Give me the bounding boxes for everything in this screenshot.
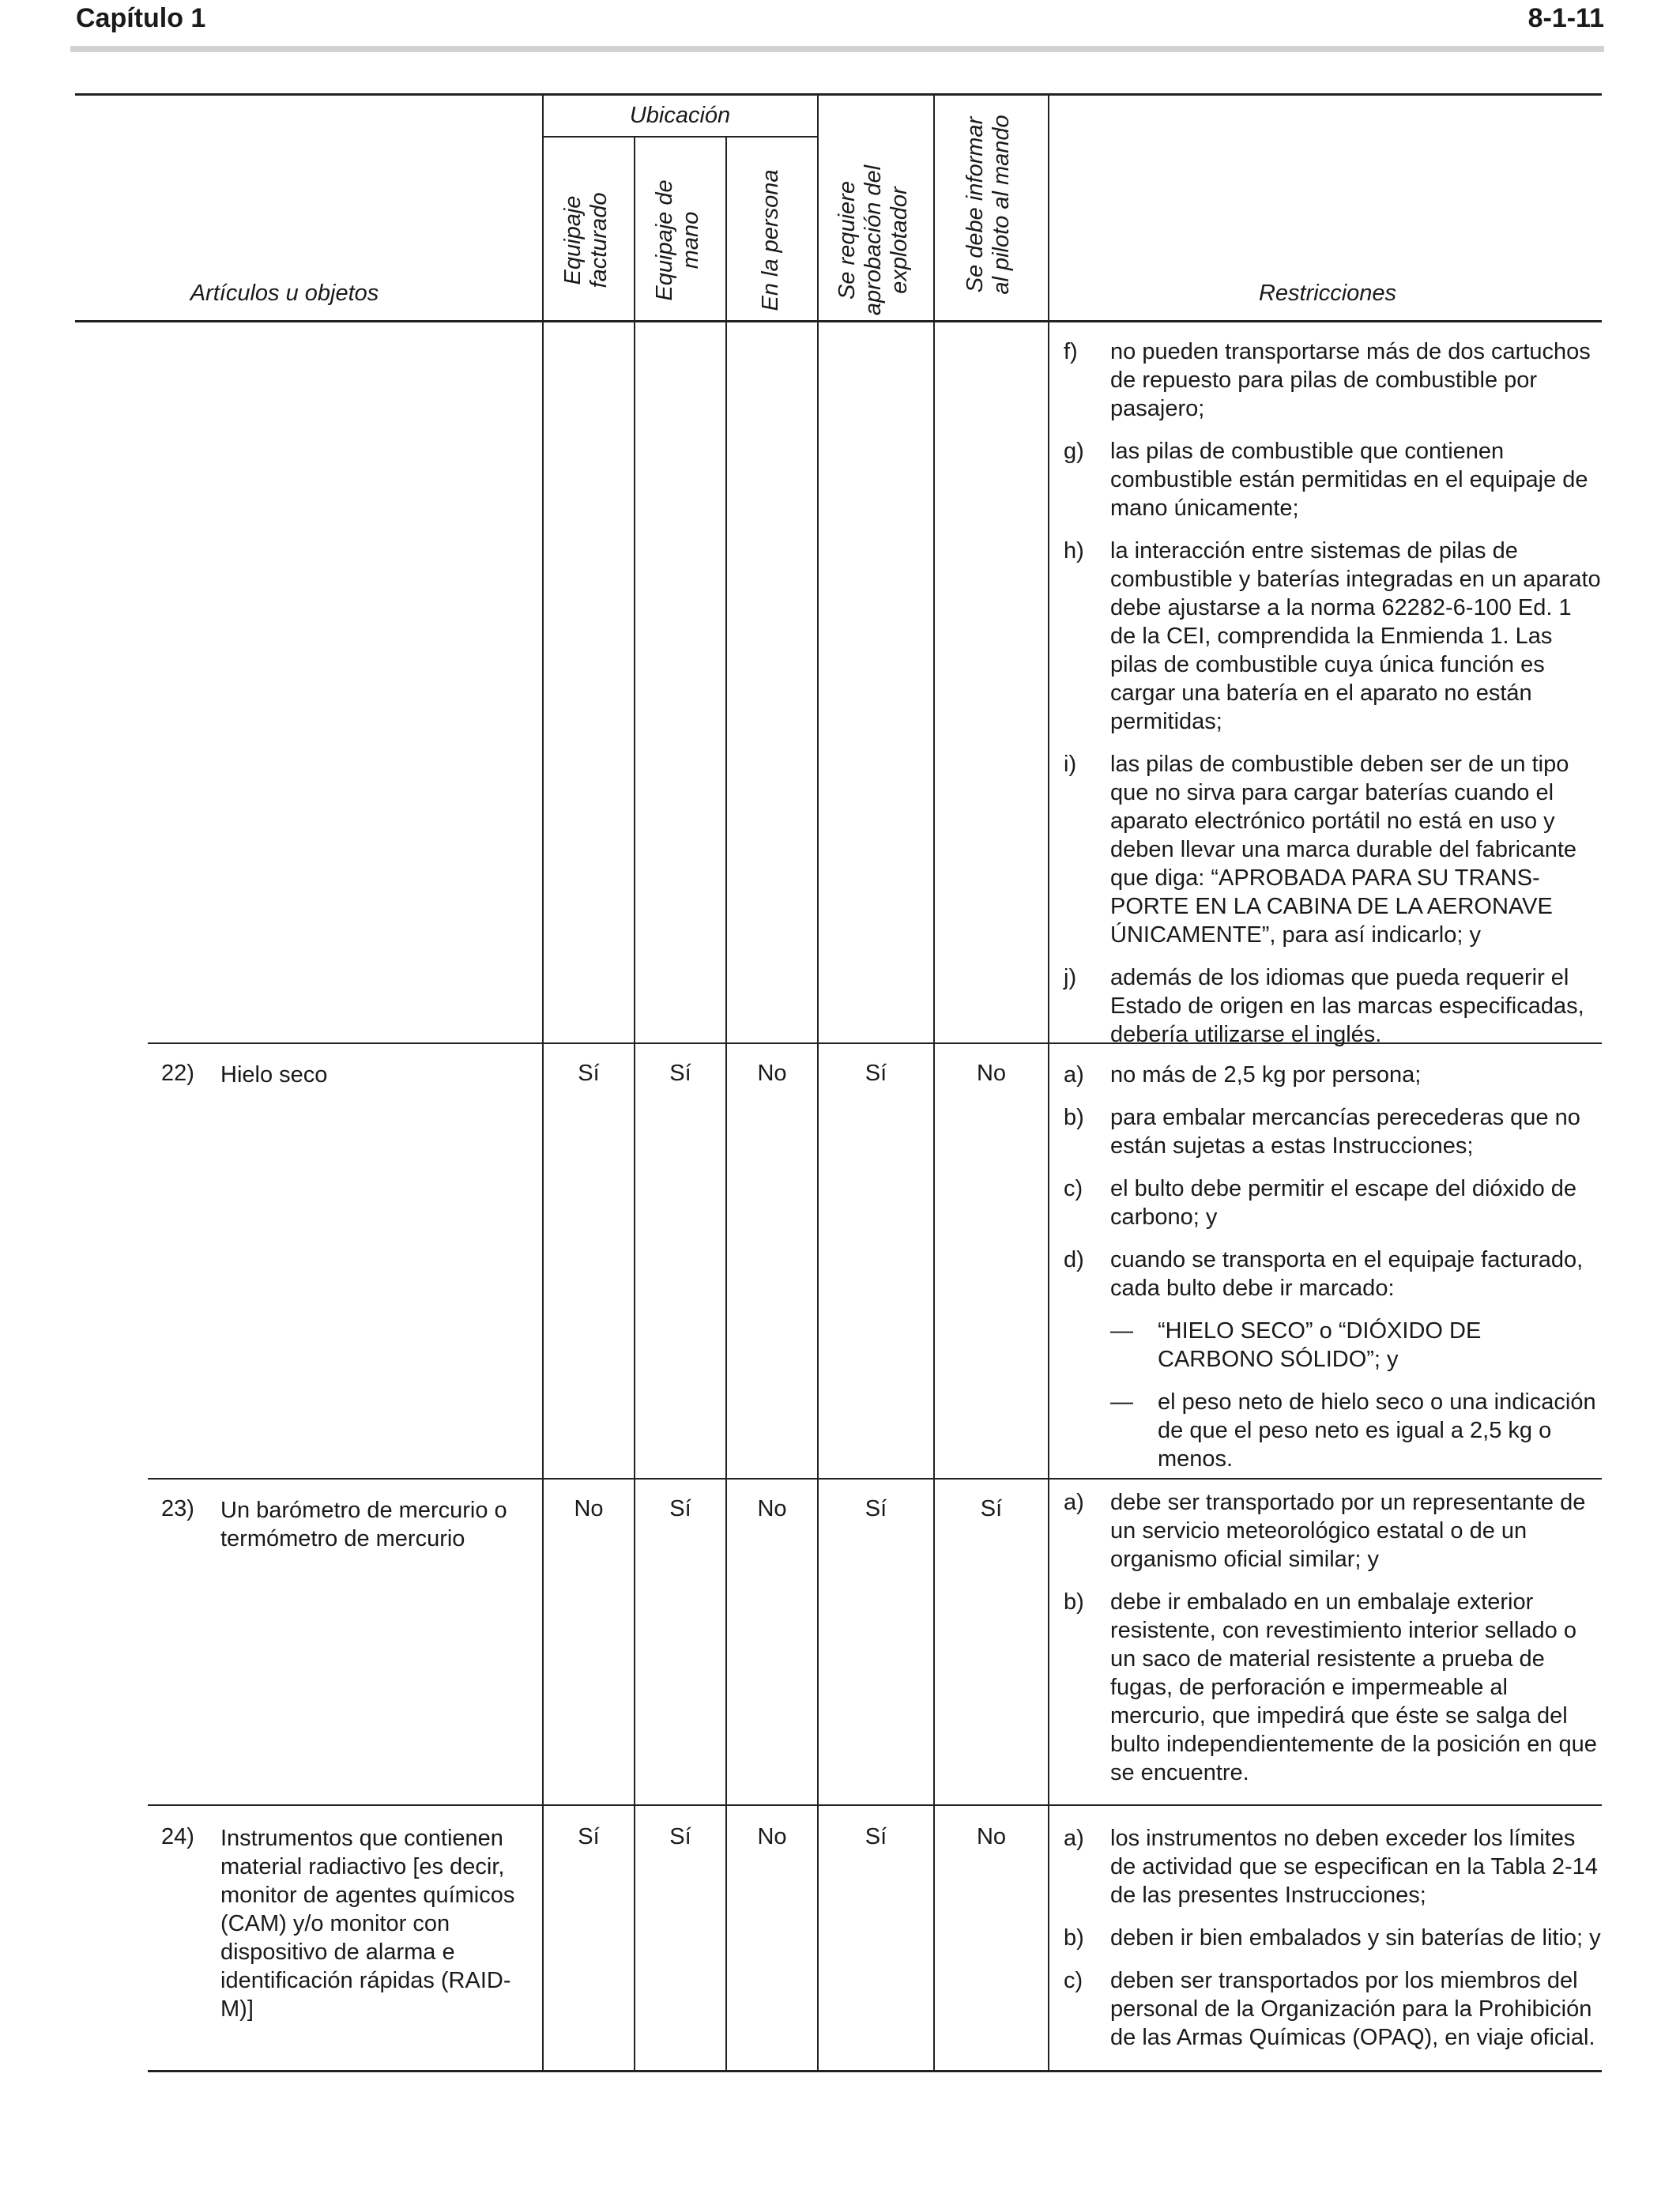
mark-persona: No bbox=[757, 1496, 787, 1521]
table-top-rule bbox=[75, 93, 1602, 96]
restriction-item bbox=[1064, 1174, 1601, 1231]
header-rule bbox=[70, 46, 1604, 52]
col-rule-6 bbox=[1048, 95, 1049, 2071]
restriction-text: además de los idiomas que pueda requerir el Estado de origen en las marcas especificadas, debería utilizarse el inglés. bbox=[1110, 965, 1584, 1047]
mark-aprobacion: Sí bbox=[864, 1824, 887, 1849]
header-en-la-persona bbox=[758, 122, 785, 359]
restriction-label: b) bbox=[1064, 1589, 1084, 1615]
restriction-text: debe ser transportado por un representante de un servicio meteorológico estatal o de un organismo oficial similar; y bbox=[1110, 1490, 1586, 1572]
restriction-item bbox=[1064, 1824, 1601, 1909]
restriction-text: deben ir bien embalados y sin baterías de litio; y bbox=[1110, 1925, 1601, 1951]
page-number: 8-1-11 bbox=[1527, 3, 1604, 33]
mark-aprobacion: Sí bbox=[864, 1061, 887, 1086]
restriction-item bbox=[1064, 1488, 1601, 1574]
item-number: 23) bbox=[161, 1496, 194, 1521]
restriction-label: b) bbox=[1064, 1925, 1084, 1951]
restriction-item bbox=[1064, 963, 1601, 1049]
table-bottom-rule bbox=[148, 2070, 1602, 2072]
restriction-text: para embalar mercancías perecederas que no están sujetas a estas Instrucciones; bbox=[1110, 1105, 1580, 1159]
aprobacion-line-1: Se requiere bbox=[834, 181, 860, 300]
restriction-text: la interacción entre sistemas de pilas de combustible y baterías integradas en un aparato debe ajustarse a la norma 62282-6-100 Ed. 1 de la CEI, comprendida la Enmienda 1. Las pilas de combustible cuya única función es cargar una batería en el aparato no están permitidas; bbox=[1110, 538, 1601, 734]
dash-mark: — bbox=[1110, 1318, 1133, 1344]
restriction-item bbox=[1064, 337, 1601, 423]
mark-aprobacion: Sí bbox=[864, 1496, 887, 1521]
mark-mano: Sí bbox=[669, 1496, 691, 1521]
restriction-label: a) bbox=[1064, 1826, 1084, 1851]
dash-text: el peso neto de hielo seco o una indicación de que el peso neto es igual a 2,5 kg o menos. bbox=[1158, 1389, 1596, 1472]
header-restricciones: Restricciones bbox=[1258, 281, 1397, 306]
restriction-item bbox=[1064, 1966, 1601, 2052]
dash-mark: — bbox=[1110, 1389, 1133, 1415]
informar-line-2: al piloto al mando bbox=[989, 115, 1014, 295]
restriction-text: debe ir embalado en un embalaje exterior resistente, con revestimiento interior sellado o un saco de material resistente a prueba de fugas, de perforación e impermeable al mercurio, que impedirá que éste se salga del bulto independientemente de la posición en que se encuentre. bbox=[1110, 1589, 1597, 1785]
restriction-text: deben ser transportados por los miembros del personal de la Organización para la Prohibición de las Armas Químicas (OPAQ), en viaje oficial. bbox=[1110, 1968, 1595, 2050]
informar-line-1: Se debe informar bbox=[962, 116, 988, 293]
restriction-item bbox=[1064, 1061, 1601, 1089]
mark-mano: Sí bbox=[669, 1824, 691, 1849]
facturado-line-1: Equipaje bbox=[560, 195, 586, 285]
restriction-item bbox=[1064, 1103, 1601, 1160]
restrictions-continued bbox=[1064, 337, 1601, 1063]
restriction-label: a) bbox=[1064, 1490, 1084, 1515]
restriction-label: h) bbox=[1064, 538, 1084, 564]
item-description: Un barómetro de mercurio o termómetro de mercurio bbox=[220, 1498, 507, 1551]
restriction-text: los instrumentos no deben exceder los límites de actividad que se especifican en la Tabla 2-14 de las presentes Instrucciones; bbox=[1110, 1826, 1598, 1908]
header-equipaje-mano bbox=[652, 122, 707, 359]
mark-persona: No bbox=[757, 1061, 787, 1086]
header-articulos: Artículos u objetos bbox=[190, 281, 379, 306]
restriction-label: a) bbox=[1064, 1062, 1084, 1088]
item-number: 22) bbox=[161, 1061, 194, 1086]
restrictions-23 bbox=[1064, 1488, 1601, 1801]
restriction-text: las pilas de combustible que contienen combustible están permitidas en el equipaje de mano únicamente; bbox=[1110, 439, 1588, 521]
facturado-line-2: facturado bbox=[586, 192, 612, 288]
restriction-label: d) bbox=[1064, 1247, 1084, 1272]
mark-informar: No bbox=[976, 1061, 1007, 1086]
restriction-text: cuando se transporta en el equipaje facturado, cada bulto debe ir marcado: bbox=[1110, 1247, 1584, 1301]
restriction-label: j) bbox=[1064, 965, 1077, 990]
mark-facturado: Sí bbox=[578, 1824, 600, 1849]
restriction-item bbox=[1064, 1246, 1601, 1302]
restriction-label: f) bbox=[1064, 339, 1078, 364]
dash-item bbox=[1064, 1388, 1601, 1473]
restriction-label: g) bbox=[1064, 439, 1084, 464]
mano-line-2: mano bbox=[678, 211, 703, 270]
aprobacion-line-3: explotador bbox=[887, 187, 912, 294]
item-description: Instrumentos que contienen material radiactivo [es decir, monitor de agentes químicos (CAM) y/o monitor con dispositivo de alarma e identificación rápidas (RAID-M)] bbox=[220, 1826, 515, 2022]
restriction-label: b) bbox=[1064, 1105, 1084, 1130]
restriction-label: c) bbox=[1064, 1968, 1083, 1993]
item-number: 24) bbox=[161, 1824, 194, 1849]
restriction-item bbox=[1064, 537, 1601, 736]
restriction-text: no pueden transportarse más de dos cartuchos de repuesto para pilas de combustible por pasajero; bbox=[1110, 339, 1591, 421]
header-ubicacion: Ubicación bbox=[629, 103, 731, 128]
item-description: Hielo seco bbox=[220, 1062, 328, 1088]
aprobacion-line-2: aprobación del bbox=[861, 164, 886, 316]
header-informar-piloto bbox=[962, 66, 1018, 343]
col-rule-2 bbox=[634, 137, 635, 2071]
mark-facturado: No bbox=[574, 1496, 604, 1521]
restriction-label: i) bbox=[1064, 752, 1077, 777]
persona-line: En la persona bbox=[758, 169, 783, 311]
restriction-item bbox=[1064, 1588, 1601, 1787]
restrictions-24 bbox=[1064, 1824, 1601, 2066]
chapter-title: Capítulo 1 bbox=[76, 3, 206, 33]
restriction-label: c) bbox=[1064, 1176, 1083, 1201]
mark-facturado: Sí bbox=[578, 1061, 600, 1086]
restriction-item bbox=[1064, 437, 1601, 522]
mano-line-1: Equipaje de bbox=[652, 179, 677, 301]
restriction-item bbox=[1064, 1924, 1601, 1952]
dash-text: “HIELO SECO” o “DIÓXIDO DE CARBONO SÓLIDO”; y bbox=[1158, 1318, 1482, 1372]
header-equipaje-facturado bbox=[560, 122, 616, 359]
mark-informar: Sí bbox=[980, 1496, 1003, 1521]
restriction-text: el bulto debe permitir el escape del dióxido de carbono; y bbox=[1110, 1176, 1577, 1230]
restriction-item bbox=[1064, 750, 1601, 949]
restriction-text: no más de 2,5 kg por persona; bbox=[1110, 1062, 1422, 1088]
mark-mano: Sí bbox=[669, 1061, 691, 1086]
col-rule-3 bbox=[725, 137, 727, 2071]
mark-persona: No bbox=[757, 1824, 787, 1849]
mark-informar: No bbox=[976, 1824, 1007, 1849]
restrictions-22 bbox=[1064, 1061, 1601, 1487]
header-aprobacion bbox=[834, 122, 915, 359]
row-divider-24 bbox=[148, 1804, 1602, 1806]
dash-item bbox=[1064, 1317, 1601, 1374]
restriction-text: las pilas de combustible deben ser de un tipo que no sirva para cargar baterías cuando el aparato electrónico portátil no está en uso y deben llevar una marca durable del fabricante que diga: “APROBADA PARA SU TRANS-PORTE EN LA CABINA DE LA AERONAVE ÚNICAMENTE”, para así indicarlo; y bbox=[1110, 752, 1577, 948]
